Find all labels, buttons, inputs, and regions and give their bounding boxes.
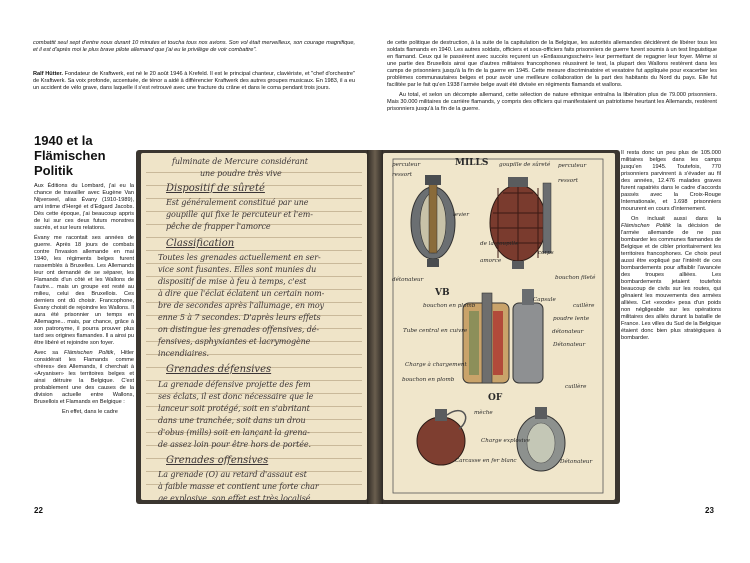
handwritten-heading: Grenades offensives — [166, 455, 269, 466]
handwritten-line: Est généralement constitué par une — [166, 198, 309, 207]
intro-quote: combattit seul sept d'entre nous durant 10 minutes et toucha tous nos avions. Son vol était merveilleux, son courage magnifique, et il est d'après moi le plus brave pilote allemand que j'ai eu le privilège de voir combattre". — [33, 40, 355, 53]
diagram-label: Détonateur — [553, 342, 586, 348]
handwritten-line: Toutes les grenades actuellement en ser- — [158, 253, 321, 262]
handwritten-line: lanceur soit protégé, soit en s'abritant — [158, 404, 310, 413]
label-of: OF — [488, 393, 503, 403]
diagram-label: Carcasse en fer blanc — [455, 458, 517, 464]
diagram-label: Tube central en cuivre — [403, 328, 468, 334]
diagram-label: levier — [453, 212, 470, 218]
handwritten-heading: Classification — [166, 238, 235, 249]
paragraph-bombing: On incluait aussi dans la Flämischen Politik la décision de l'armée allemande de ne pas bombarder les communes flamandes de Belgique et de cibler prioritairement les territoires francophones. Ce choix peut aussi être expliqué par l'intérêt de ces bombardements pour affaiblir l'avancée des troupes alliées. Les bombardements jetaient toutefois beaucoup de civils sur les routes, qui gênaient les mouvements des armées alliées. Cet «exode» pesa d'un poids non négligeable sur les opérations militaires des alliés durant la bataille de France. Les villes du Sud de la Belgique étaient donc bien plus stratégiques à bombarder. — [621, 216, 722, 341]
right-top-text — [387, 40, 717, 116]
paragraph-war-years: Évany me racontait ses années de guerre. Après 18 jours de combats contre l'invasion allemande en mai 1940, les régiments belges furent rassemblés à Bruxelles. Les Allemands leur ont demandé de se séparer, les Flamands d'un côté et les Wallons de l'autre... mais un groupe est resté au milieu, celui des Bruxellois. Ces derniers ont dû choisir. Francophone, Évany choisit de rejoindre les Wallons. Il aura été prisonnier un temps en Allemagne... mais, par chance, grâce à son patronyme, il pourra prouver plus tard ses origines flamandes. Il a ainsi pu être libéré et rejoindre son foyer. — [34, 235, 134, 346]
page-number-right: 23 — [705, 506, 714, 515]
paragraph-evany: Aux Éditions du Lombard, j'ai eu la chance de travailler avec Eugène Van Nijverseel, alias Évany (1910-1989), ami intime d'Hergé et d'Edgard Jacobs. Dès cette époque, j'ai beaucoup appris de lui sur ces deux futurs monstres sacrés, et sur leurs relations. — [34, 183, 134, 231]
ralf-text: Fondateur de Kraftwerk, est né le 20 août 1946 à Krefeld. Il est le principal chanteur, claviériste, et "chef d'orchestre" de Kraftwerk. Sa voix profonde, accentuée, de ténor a aidé à différencier Kraftwerk des autres groupes musicaux. En 1983, il a eu un accident de vélo grave, dans laquelle il s'est retrouvé avec une fracture du crâne et dans le coma pendant trois jours. — [33, 71, 355, 91]
diagram-label: percuteur — [558, 163, 587, 169]
handwritten-heading: Dispositif de sûreté — [166, 183, 265, 194]
paragraph-total: Au total, et selon un décompte allemand, cette sélection de nature ethnique entraîna la libération plus de 79.000 prisonniers. Mais 30.000 militaires de carrière flamands, y compris des officiers qui manifestaient un patriotisme heurtant les Allemands, restèrent prisonniers jusqu'à la fin de la guerre. — [387, 92, 717, 112]
handwritten-line: goupille qui fixe le percuteur et l'em- — [166, 210, 313, 219]
diagram-label: Capsule — [533, 297, 556, 303]
handwritten-line: dans une tranchée, soit dans un drou — [158, 416, 306, 425]
diagram-label: cuillère — [573, 303, 595, 309]
of-grenade-left — [417, 409, 466, 465]
label-mills: MILLS — [455, 158, 489, 168]
diagram-label: percuteur — [392, 162, 421, 168]
paragraph-flamische: Avec sa Flämischen Politik, Hitler considérait les Flamands comme «frères» des Allemands, il cherchait à «Aryaniser» les territoires belges et ainsi détruire la Belgique. C'est probablement une des causes de la division actuelle entre Wallons, Bruxellois et Flamands en Belgique : — [34, 350, 134, 405]
ralf-name: Ralf Hütter. — [33, 71, 63, 77]
diagram-label: ressort — [392, 172, 413, 178]
diagram-label: détonateur — [392, 277, 424, 283]
notebook-spine — [367, 150, 383, 504]
diagram-label: poudre lente — [553, 316, 590, 322]
diagram-label: détonateur — [552, 329, 584, 335]
grenade-diagram — [383, 153, 615, 500]
handwritten-line: vice sont fusantes. Elles sont munies du — [158, 265, 317, 274]
handwritten-line: ses éclats, il est donc nécessaire que le — [158, 392, 314, 401]
diagram-label: bouchon fileté — [555, 275, 596, 281]
right-column — [621, 150, 721, 345]
handwritten-heading: Grenades défensives — [166, 364, 272, 375]
ralf-hutter-paragraph — [33, 71, 355, 92]
handwritten-line: de assez loin pour être hors de portée. — [158, 440, 311, 449]
diagram-label: de la goupille — [480, 241, 519, 247]
handwritten-line: La grenade (O) au retard d'assaut est — [158, 470, 307, 479]
handwritten-line: La grenade défensive projette des fem — [158, 380, 311, 389]
handwritten-line: à dire que l'éclat éclatent un certain nom- — [158, 289, 325, 298]
handwritten-line: bre de secondes après l'allumage, en moy — [158, 301, 324, 310]
label-vb: VB — [435, 288, 450, 298]
paragraph-destruction: de cette politique de destruction, à la suite de la capitulation de la Belgique, les autorités allemandes décidèrent de libérer tous les soldats flamands en 1940. Les autres soldats, officiers et sous-officiers faits prisonniers de guerre furent soumis à un test linguistique en flamand. Ceux qui le passèrent avec succès reçurent un «Entlassungsschein» leur permettant de regagner leur foyer. Même si une partie des Bruxellois ainsi que d'autres militaires francophones réussirent le test, la plupart des Wallons restèrent dans les camps de prisonniers jusqu'à la fin de la guerre en 1945. Cette mesure discriminatoire et vexatoire fut appliquée pour exacerber les problèmes communautaires belges et pour avoir une meilleure collaboration de la part des habitants du Nord du pays. Elle fut facilitée par le fait qu'en 1938 l'armée belge avait été divisée en régiments flamands et wallons. — [387, 40, 717, 88]
diagram-label: Charge à chargement — [405, 362, 467, 368]
diagram-label: cuillère — [565, 384, 587, 390]
handwritten-line: dispositif de mise à feu à temps, c'est — [158, 277, 307, 286]
diagram-label: corps — [538, 250, 554, 256]
mills-grenade-cutaway — [411, 175, 455, 267]
handwritten-line: enne 5 à 7 secondes. D'après leurs effets — [158, 313, 321, 322]
diagram-label: goupille de sûreté — [499, 162, 551, 168]
handwritten-line: d'obus (mills) soit en lançant la grena- — [158, 428, 310, 437]
handwritten-line: à faible masse et contient une forte char — [158, 482, 319, 491]
handwritten-line: une poudre très vive — [200, 169, 282, 178]
page-number-left: 22 — [34, 506, 43, 515]
diagram-label: bouchon en plomb — [423, 303, 476, 309]
diagram-label: Détonateur — [560, 459, 593, 465]
paragraph-prisoners: Il resta donc un peu plus de 105.000 militaires belges dans les camps jusqu'en 1945. Toutefois, 770 prisonniers parvinrent à s'évader au fil des années, 12.476 malades graves furent rapatriés dans le cadre d'accords passés avec la Croix-Rouge Internationale, et 1.698 prisonniers moururent en cours d'internement. — [621, 150, 721, 212]
diagram-label: Charge explosive — [481, 438, 530, 444]
left-column — [34, 183, 134, 419]
diagram-label: ressort — [558, 178, 579, 184]
paragraph-continued: En effet, dans le cadre — [62, 409, 118, 415]
handwritten-line: on distingue les grenades offensives, dé- — [158, 325, 320, 334]
handwritten-line: ge explosive, son effet est très localisé. — [158, 494, 313, 503]
handwritten-line: incendiaires. — [158, 349, 209, 358]
diagram-label: amorce — [480, 258, 502, 264]
diagram-label: mèche — [474, 410, 493, 416]
diagram-label: bouchon en plomb — [402, 377, 455, 383]
handwritten-line: fensives, asphyxiantes et lacrymogène — [158, 337, 311, 346]
handwritten-line: fulminate de Mercure considérant — [172, 157, 308, 166]
section-heading: 1940 et la Flämischen Politik — [34, 133, 106, 178]
handwritten-line: pêche de frapper l'amorce — [166, 222, 271, 231]
